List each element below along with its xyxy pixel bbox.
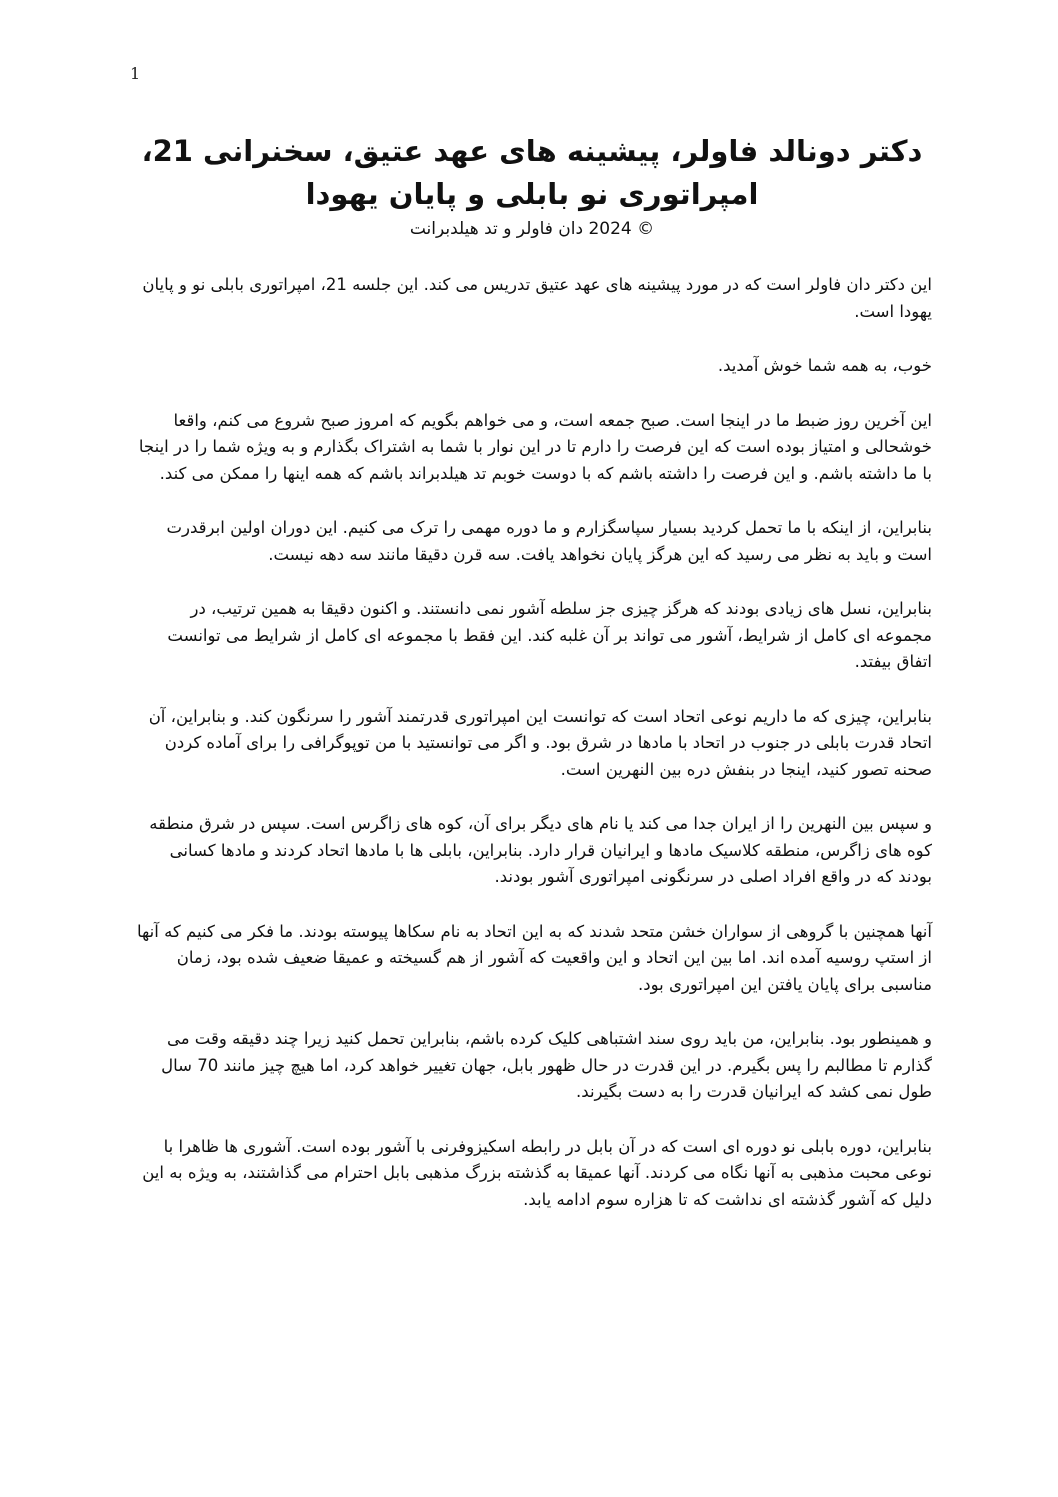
copyright-line: © 2024 دان فاولر و تد هیلدبرانت — [409, 219, 655, 239]
paragraph: و سپس بین النهرین را از ایران جدا می کند یا نام های دیگر برای آن، کوه های زاگرس است. سپس در شرق منطقه کوه های زاگرس، منطقه کلاسیک مادها و ایرانیان قرار دارد. بنابراین، بابلی ها با مادها اتحاد کردند و مادها کسانی بودند که در واقع افراد اصلی در سرنگونی امپراتوری آشور بودند. — [149, 814, 932, 886]
document-body — [132, 130, 932, 1241]
page-number: 1 — [130, 64, 141, 83]
paragraph: آنها همچنین با گروهی از سواران خشن متحد شدند که به این اتحاد به نام سکاها پیوسته بودند. ما فکر می کنیم که آنها از استپ روسیه آمده اند. اما بین این اتحاد و این واقعیت که آشور از هم گسیخته و عمیقا ضعیف شده بود، زمان مناسبی برای پایان یافتن این امپراتوری بود. — [137, 921, 932, 994]
paragraph: بنابراین، دوره بابلی نو دوره ای است که در آن بابل در رابطه اسکیزوفرنی با آشور بوده است. آشوری ها ظاهرا با نوعی محبت مذهبی به آنها نگاه می کردند. آنها عمیقا به گذشته بزرگ مذهبی بابل احترام می گذاشتند، به ویژه به این دلیل که آشور گذشته ای نداشت که تا هزاره سوم ادامه یابد. — [142, 1136, 932, 1209]
paragraph: این آخرین روز ضبط ما در اینجا است. صبح جمعه است، و می خواهم بگویم که امروز صبح شروع می کنم، واقعا خوشحالی و امتیاز بوده است که این فرصت را دارم تا در این نوار با شما به اشتراک بگذارم و به ویژه شما را در اینجا با ما داشته باشم. و این فرصت را داشته باشم که با دوست خوبم تد هیلدبراند باشم که همه اینها را ممکن می کند. — [138, 410, 932, 483]
paragraph-intro: این دکتر دان فاولر است که در مورد پیشینه های عهد عتیق تدریس می کند. این جلسه 21، امپراتوری بابلی نو و پایان یهودا است. — [142, 275, 932, 321]
paragraph: بنابراین، از اینکه با ما تحمل کردید بسیار سپاسگزارم و ما دوره مهمی را ترک می کنیم. این دوران اولین ابرقدرت است و باید به نظر می رسید که این هرگز پایان نخواهد یافت. سه قرن دقیقا مانند سه دهه نیست. — [166, 518, 932, 564]
paragraph: خوب، به همه شما خوش آمدید. — [717, 356, 932, 375]
paragraph: و همینطور بود. بنابراین، من باید روی سند اشتباهی کلیک کرده باشم، بنابراین تحمل کنید زیرا چند دقیقه وقت می گذارم تا مطالبم را پس بگیرم. در این قدرت در حال ظهور بابل، جهان تغییر خواهد کرد، اما هیچ چیز مانند 70 سال طول نمی کشد که ایرانیان قدرت را به دست بگیرند. — [161, 1029, 932, 1101]
document-title: دکتر دونالد فاولر، پیشینه های عهد عتیق، سخنرانی 21، امپراتوری نو بابلی و پایان یهودا — [141, 134, 923, 211]
paragraph: بنابراین، چیزی که ما داریم نوعی اتحاد است که توانست این امپراتوری قدرتمند آشور را سرنگون کند. و بنابراین، آن اتحاد قدرت بابلی در جنوب در اتحاد با مادها در شرق بود. و اگر می توانستید با من توپوگرافی را برای آماده کردن صحنه تصور کنید، اینجا در بنفش دره بین النهرین است. — [148, 706, 932, 779]
paragraph: بنابراین، نسل های زیادی بودند که هرگز چیزی جز سلطه آشور نمی دانستند. و اکنون دقیقا به همین ترتیب، در مجموعه ای کامل از شرایط، آشور می تواند بر آن غلبه کند. این فقط با مجموعه ای کامل از شرایط می توانست اتفاق بیفتد. — [167, 599, 932, 671]
